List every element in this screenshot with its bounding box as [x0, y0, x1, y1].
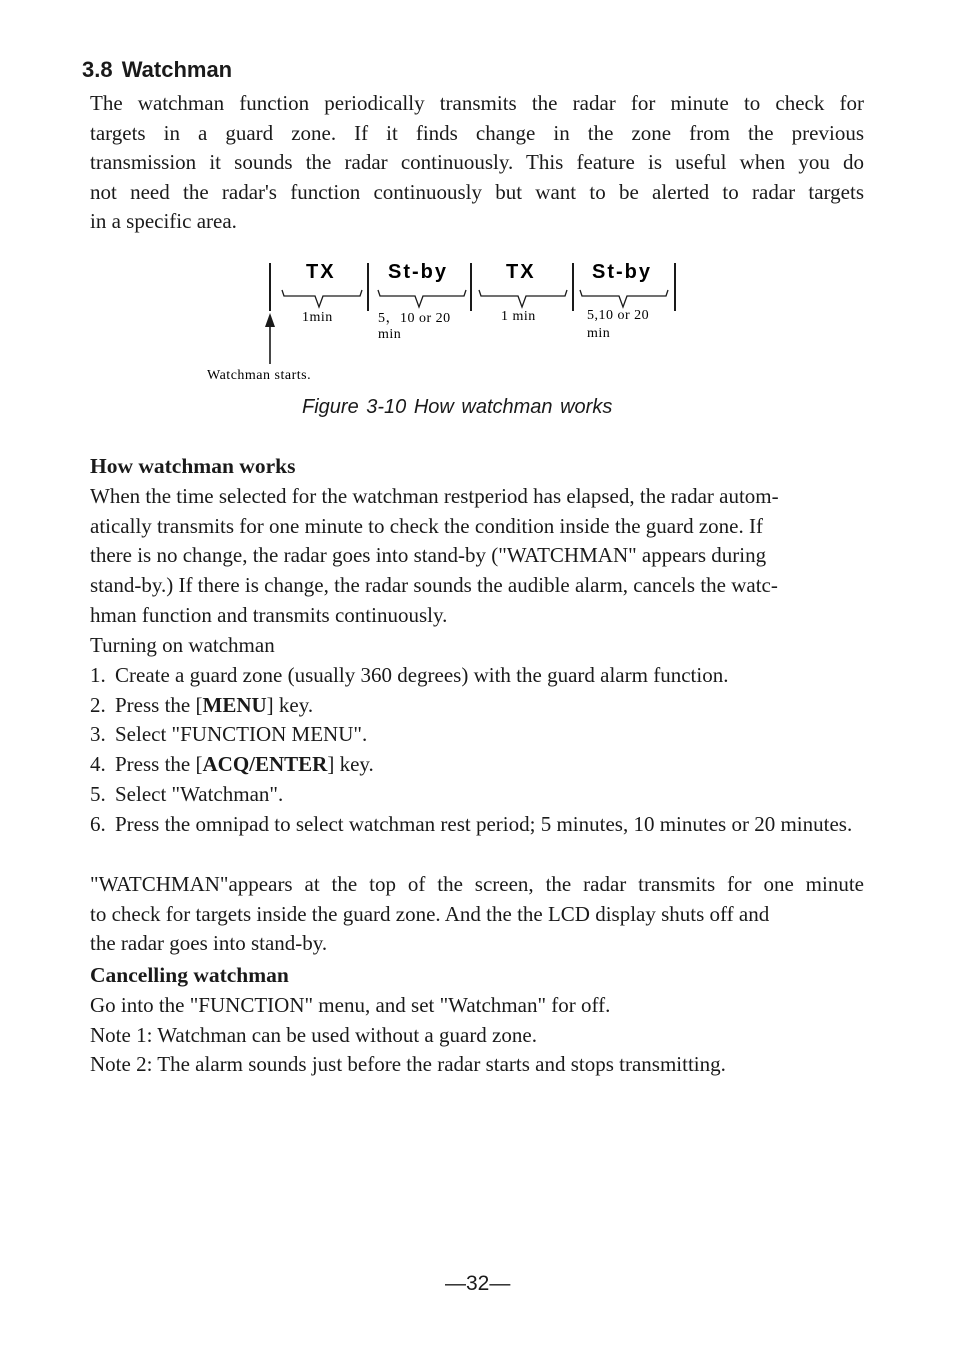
- body-line: to check for targets inside the guard zone. And the the LCD display shuts off and: [90, 901, 770, 926]
- body-line: Go into the "FUNCTION" menu, and set "Watchman" for off.: [90, 993, 611, 1017]
- segment-label: St-by: [388, 261, 448, 283]
- body-line: "WATCHMAN"appears at the top of the screen, the radar transmits for one minute: [90, 872, 864, 896]
- step-item: [90, 661, 864, 691]
- section-title: 3.8 Watchman: [82, 57, 233, 82]
- intro-paragraph: [90, 89, 864, 237]
- step-item: [90, 720, 864, 750]
- body-line: there is no change, the radar goes into stand-by ("WATCHMAN" appears during: [90, 543, 767, 568]
- after-steps-paragraph: [90, 870, 864, 959]
- intro-line: in a specific area.: [90, 209, 237, 234]
- step-item: [90, 810, 864, 840]
- step-text: Press the [MENU] key.: [115, 692, 314, 717]
- steps-list: [90, 661, 864, 839]
- body-line: atically transmits for one minute to check the condition inside the guard zone. If: [90, 513, 763, 538]
- body-line: When the time selected for the watchman restperiod has elapsed, the radar autom-: [90, 484, 779, 508]
- body-line: the radar goes into stand-by.: [90, 931, 328, 956]
- key-name: ACQ/ENTER: [202, 752, 328, 777]
- page-number: —32—: [445, 1272, 511, 1295]
- how-it-works-heading: How watchman works: [90, 454, 296, 478]
- step-text: Press the [ACQ/ENTER] key.: [115, 752, 374, 777]
- duration-brace: [479, 290, 567, 307]
- note-line: Note 2: The alarm sounds just before the radar starts and stops transmitting.: [90, 1052, 726, 1077]
- step-number: 5.: [90, 781, 106, 806]
- segment-label: St-by: [592, 261, 652, 283]
- body-line: stand-by.) If there is change, the radar sounds the audible alarm, cancels the watc-: [90, 573, 778, 598]
- how-it-works-paragraph: [90, 482, 864, 660]
- intro-line: transmission it sounds the radar continuously. This feature is useful when you do: [90, 150, 864, 175]
- turning-on-label: Turning on watchman: [90, 632, 275, 657]
- segment-duration: 1 min: [501, 309, 536, 324]
- cancelling-heading: Cancelling watchman: [90, 963, 289, 987]
- step-number: 3.: [90, 722, 106, 747]
- step-text: Select "Watchman".: [115, 781, 284, 806]
- figure-caption: Figure 3-10 How watchman works: [302, 396, 613, 418]
- step-number: 4.: [90, 752, 106, 777]
- body-line: hman function and transmits continuously.: [90, 602, 448, 627]
- cancelling-paragraph: [90, 991, 864, 1080]
- step-text: Press the omnipad to select watchman rest period; 5 minutes, 10 minutes or 20 minutes.: [115, 811, 853, 836]
- duration-brace: [580, 290, 668, 307]
- segment-label: TX: [506, 261, 536, 283]
- step-text: Create a guard zone (usually 360 degrees) with the guard alarm function.: [115, 663, 729, 687]
- start-arrow-icon: [265, 313, 275, 327]
- segment-label: TX: [306, 261, 336, 283]
- segment-duration-unit: min: [587, 326, 611, 341]
- step-number: 1.: [90, 663, 106, 687]
- duration-brace: [282, 290, 362, 307]
- intro-line: targets in a guard zone. If it finds change in the zone from the previous: [90, 120, 864, 145]
- step-text: Select "FUNCTION MENU".: [115, 722, 368, 747]
- segment-duration: 1min: [302, 310, 333, 325]
- segment-duration: 5，10 or 20: [378, 311, 451, 326]
- duration-brace: [378, 290, 466, 307]
- intro-line: The watchman function periodically transmits the radar for minute to check for: [90, 91, 864, 115]
- step-item: [90, 691, 864, 721]
- segment-duration: 5,10 or 20: [587, 308, 650, 323]
- segment-duration-unit: min: [378, 327, 402, 342]
- note-line: Note 1: Watchman can be used without a guard zone.: [90, 1022, 537, 1047]
- key-name: MENU: [202, 692, 267, 717]
- step-item: [90, 780, 864, 810]
- intro-line: not need the radar's function continuously but want to be alerted to radar targets: [90, 179, 864, 204]
- step-number: 6.: [90, 811, 106, 836]
- start-label: Watchman starts.: [207, 368, 312, 383]
- step-number: 2.: [90, 692, 106, 717]
- step-item: [90, 750, 864, 780]
